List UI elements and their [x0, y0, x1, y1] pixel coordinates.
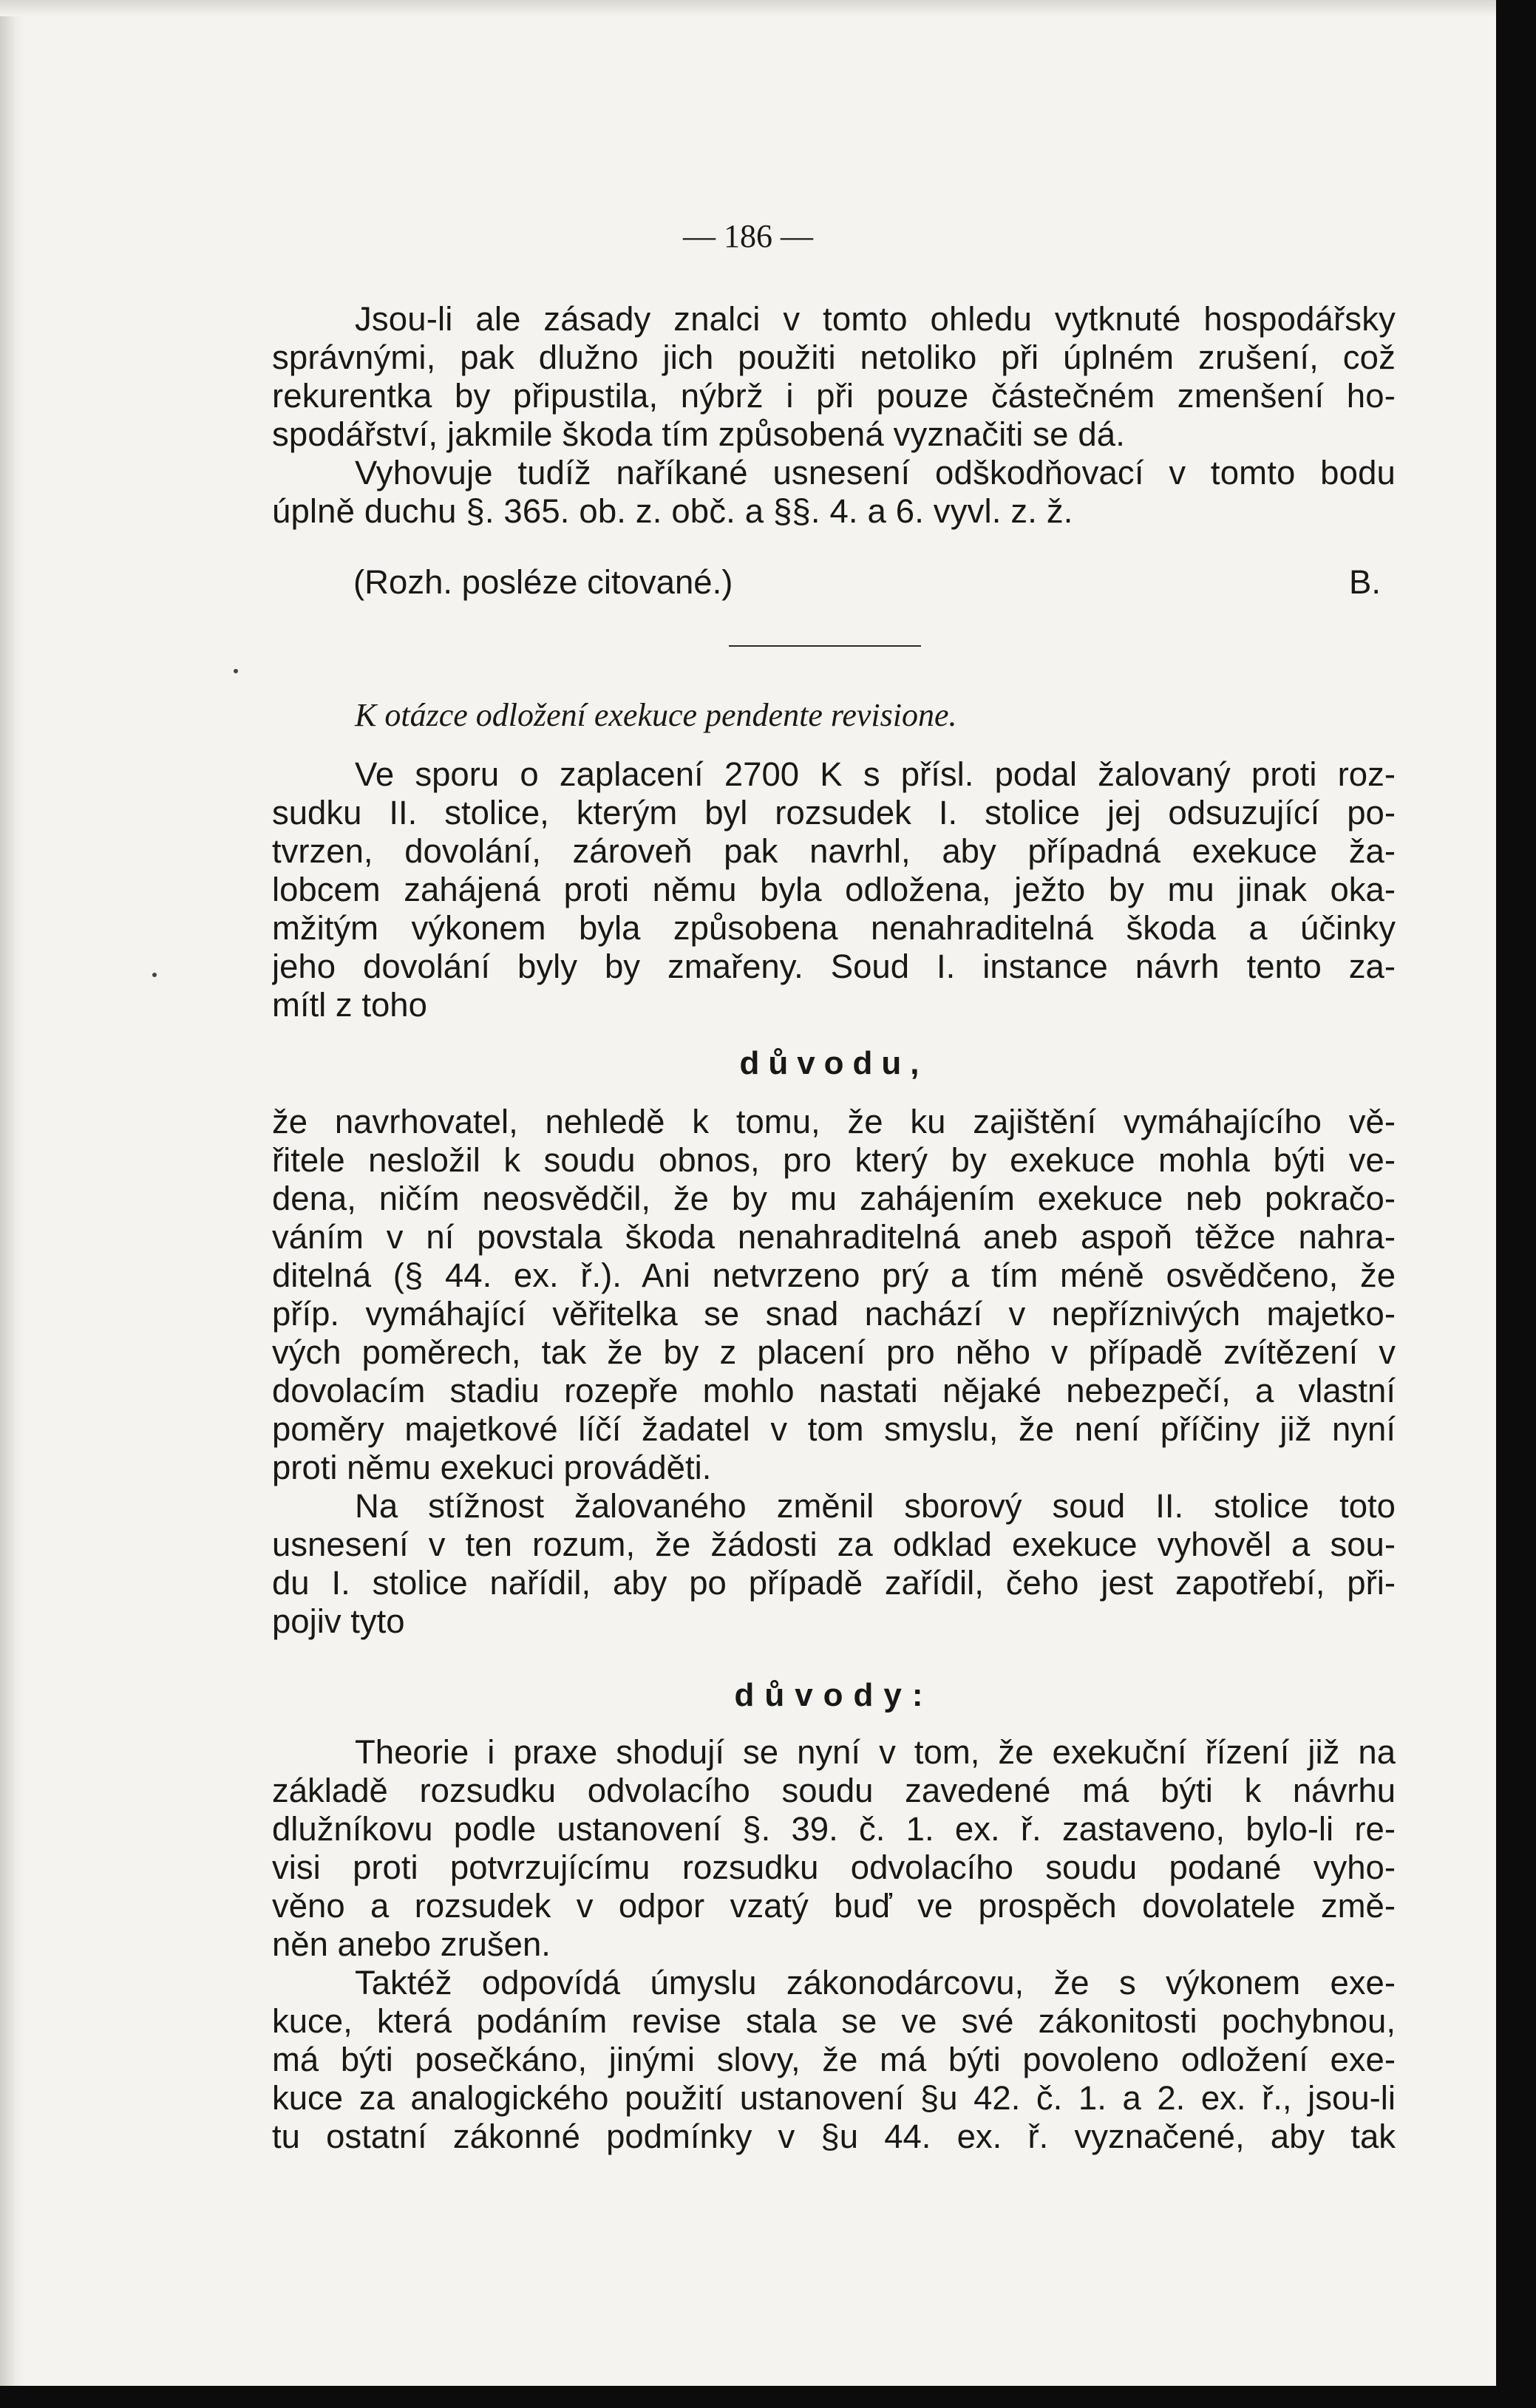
text-line: visi proti potvrzujícímu rozsudku odvolacího soudu podané vyho- [272, 1848, 1396, 1886]
page-edge-shadow [0, 0, 25, 2386]
section-title [0, 696, 1496, 735]
text-line: jeho dovolání byly by zmařeny. Soud I. instance návrh tento za- [272, 948, 1396, 985]
text-line: spodářství, jakmile škoda tím způsobená vyznačiti se dá. [272, 415, 1126, 453]
text-line: že navrhovatel, nehledě k tomu, že ku zajištění vymáhajícího vě- [272, 1103, 1396, 1140]
text-line: něn anebo zrušen. [272, 1925, 551, 1963]
text-line: dena, ničím neosvědčil, že by mu zahájením exekuce neb pokračo- [272, 1180, 1396, 1217]
margin-dot [234, 669, 238, 673]
text-line: Ve sporu o zaplacení 2700 K s přísl. podal žalovaný proti roz- [355, 755, 1396, 793]
text-line: řitele nesložil k soudu obnos, pro který by exekuce mohla býti ve- [272, 1141, 1396, 1179]
text-line: základě rozsudku odvolacího soudu zavedené má býti k návrhu [272, 1772, 1396, 1809]
text-line: ditelná (§ 44. ex. ř.). Ani netvrzeno prý a tím méně osvědčeno, že [272, 1256, 1396, 1294]
section-title-text: K otázce odložení exekuce pendente revisione. [355, 697, 957, 733]
paragraph-ruling-text [272, 300, 1396, 531]
text-line: Na stížnost žalovaného změnil sborový soud II. stolice toto [355, 1487, 1396, 1525]
author-mark: B. [1349, 563, 1381, 601]
margin-dot [152, 973, 157, 977]
text-line: Taktéž odpovídá úmyslu zákonodárcovu, že s výkonem exe- [355, 1964, 1396, 2001]
case-body [272, 755, 1396, 1641]
text-line: váním v ní povstala škoda nenahraditelná aneb aspoň těžce nahra- [272, 1218, 1396, 1256]
text-line: rekurentka by připustila, nýbrž i při pouze částečném zmenšení ho- [272, 377, 1396, 415]
text-line: du I. stolice nařídil, aby po případě zařídil, čeho jest zapotřebí, při- [272, 1564, 1396, 1602]
text-line: vých poměrech, tak že by z placení pro něho v případě zvítězení v [272, 1333, 1396, 1371]
text-line: dlužníkovu podle ustanovení §. 39. č. 1. ex. ř. zastaveno, bylo-li re- [272, 1810, 1396, 1848]
page-number: — 186 — [683, 218, 813, 254]
text-line: pojiv tyto [272, 1602, 405, 1640]
appellate-reasons [272, 1658, 1396, 2156]
text-line: proti němu exekuci prováděti. [272, 1449, 712, 1486]
page-top-shadow [0, 0, 1496, 16]
text-line: Vyhovuje tudíž naříkané usnesení odškodňovací v tomto bodu [355, 454, 1396, 492]
text-line: Jsou-li ale zásady znalci v tomto ohledu vytknuté hospodářsky [355, 300, 1396, 338]
text-line: kuce, která podáním revise stala se ve své zákonitosti pochybnou, [272, 2002, 1396, 2040]
text-line: úplně duchu §. 365. ob. z. obč. a §§. 4. a 6. vyvl. z. ž. [272, 492, 1073, 530]
text-line: kuce za analogického použití ustanovení §u 42. č. 1. a 2. ex. ř., jsou-li [272, 2079, 1396, 2117]
text-line: mžitým výkonem byla způsobena nenahraditelná škoda a účinky [272, 909, 1396, 947]
citation-note: (Rozh. posléze citované.) [353, 563, 733, 601]
text-line: tu ostatní zákonné podmínky v §u 44. ex. ř. vyznačené, aby tak [272, 2118, 1396, 2155]
text-line: má býti posečkáno, jinými slovy, že má býti povoleno odložení exe- [272, 2041, 1396, 2078]
citation-row [272, 563, 1396, 630]
text-line: příp. vymáhající věřitelka se snad nachází v nepříznivých majetko- [272, 1295, 1396, 1333]
text-line: usnesení v ten rozum, že žádosti za odklad exekuce vyhověl a sou- [272, 1526, 1396, 1563]
text-line: Theorie i praxe shodují se nyní v tom, že exekuční řízení již na [355, 1733, 1396, 1771]
text-line: poměry majetkové líčí žadatel v tom smyslu, že není příčiny již nyní [272, 1410, 1396, 1448]
reasons-heading: důvodu, [739, 1045, 928, 1081]
text-line: správnými, pak dlužno jich použiti netoliko při úplném zrušení, což [272, 339, 1396, 376]
text-line: mítl z toho [272, 986, 427, 1024]
text-line: věno a rozsudek v odpor vzatý buď ve prospěch dovolatele změ- [272, 1887, 1396, 1925]
text-line: sudku II. stolice, kterým byl rozsudek I. stolice jej odsuzující po- [272, 794, 1396, 831]
text-line: lobcem zahájená proti němu byla odložena, ježto by mu jinak oka- [272, 871, 1396, 908]
reasons-heading-2: důvody: [734, 1677, 934, 1713]
text-line: tvrzen, dovolání, zároveň pak navrhl, aby případná exekuce ža- [272, 832, 1396, 870]
section-separator [729, 645, 921, 647]
text-line: dovolacím stadiu rozepře mohlo nastati nějaké nebezpečí, a vlastní [272, 1372, 1396, 1409]
